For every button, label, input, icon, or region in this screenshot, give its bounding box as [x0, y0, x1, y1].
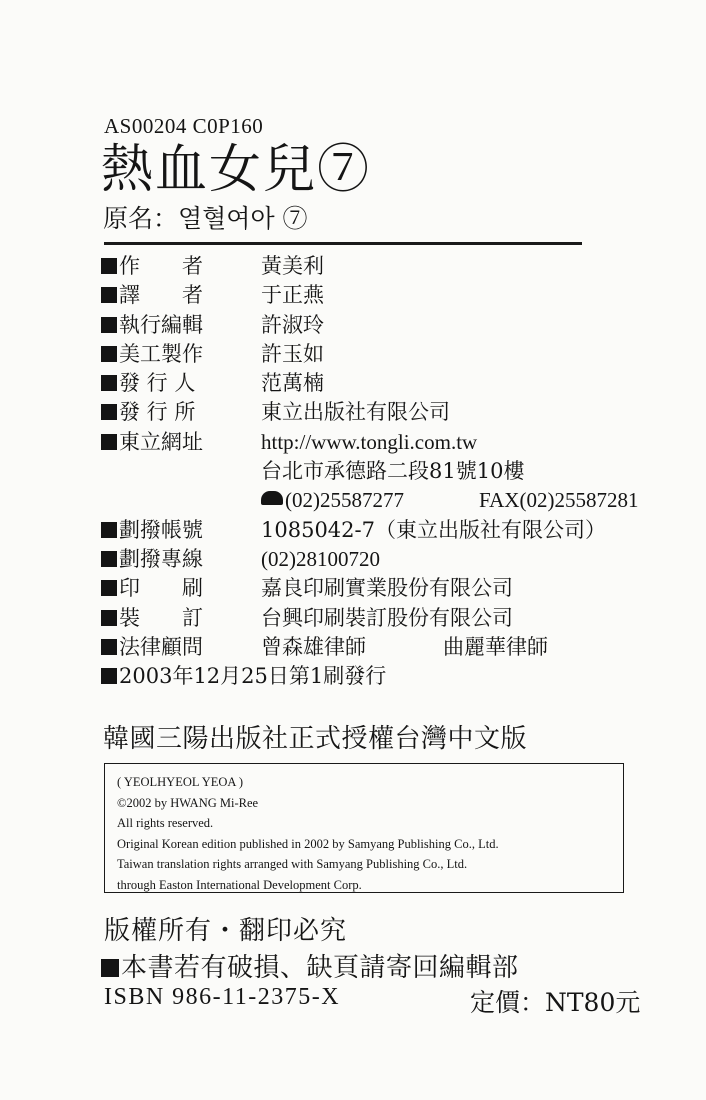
credit-label: 作 者	[119, 254, 203, 278]
damage-notice-row	[101, 947, 519, 984]
credit-row-author	[101, 252, 691, 281]
credit-row-legal	[101, 633, 691, 662]
bullet-square	[101, 551, 117, 567]
product-code: AS00204 C0P160	[104, 114, 264, 138]
credit-row-giro-line	[101, 545, 691, 574]
print-date: 2003年12月25日第1刷發行	[119, 664, 387, 689]
credit-label: 劃撥專線	[119, 546, 203, 571]
bullet-square	[101, 959, 119, 977]
phone-fax-row	[101, 486, 691, 515]
bullet-square	[101, 580, 117, 596]
credit-label: 發 行 人	[119, 371, 196, 396]
bullet-square	[101, 522, 117, 538]
bullet-square	[101, 258, 117, 274]
credit-row-translator	[101, 281, 691, 310]
copyright-line: ©2002 by HWANG Mi-Ree	[117, 795, 259, 810]
credit-label: 譯 者	[119, 283, 203, 308]
isbn: ISBN 986-11-2375-X	[104, 984, 341, 1010]
copyright-line: Original Korean edition published in 2002 by Samyang Publishing Co., Ltd.	[117, 836, 499, 851]
fax-number: FAX(02)25587281	[479, 488, 639, 513]
credit-value: 范萬楠	[261, 371, 324, 396]
print-date-row	[101, 662, 691, 691]
credit-row-giro-account	[101, 516, 691, 545]
rights-notice: 版權所有・翻印必究	[104, 916, 348, 946]
credit-row-publisher	[101, 369, 691, 398]
legal-counsel-1: 曾森雄律師	[261, 634, 366, 659]
credit-value: 嘉良印刷實業股份有限公司	[261, 576, 513, 601]
bullet-square	[101, 346, 117, 362]
credit-value: (02)28100720	[261, 546, 380, 571]
bullet-square	[101, 287, 117, 303]
credits-list	[101, 252, 691, 691]
bullet-square	[101, 404, 117, 420]
copyright-line: All rights reserved.	[117, 816, 214, 830]
credit-row-website	[101, 428, 691, 457]
credit-value: 黃美利	[261, 254, 324, 278]
credit-value: 于正燕	[261, 283, 324, 308]
credit-row-binding	[101, 604, 691, 633]
bullet-square	[101, 434, 117, 450]
credit-label: 裝 訂	[119, 605, 203, 630]
credit-row-art	[101, 340, 691, 369]
price: 定價：NT80元	[470, 988, 641, 1017]
credit-row-editor	[101, 311, 691, 340]
credit-label: 東立網址	[119, 429, 203, 454]
legal-counsel-2: 曲麗華律師	[443, 634, 548, 659]
credit-label: 劃撥帳號	[119, 517, 203, 542]
telephone-icon	[261, 491, 283, 505]
original-title: 原名：열혈여아 ⑦	[103, 204, 308, 233]
copyright-line: ( YEOLHYEOL YEOA )	[117, 775, 244, 789]
credit-row-printing	[101, 574, 691, 603]
credit-value: 1085042-7（東立出版社有限公司）	[261, 517, 606, 542]
book-title: 熱血女兒⑦	[101, 140, 372, 200]
copyright-line: Taiwan translation rights arranged with Samyang Publishing Co., Ltd.	[117, 857, 468, 871]
bullet-square	[101, 317, 117, 333]
credit-label: 發 行 所	[119, 400, 196, 425]
damage-notice: 本書若有破損、缺頁請寄回編輯部	[121, 953, 519, 983]
credit-value: 台興印刷裝訂股份有限公司	[261, 605, 513, 630]
bullet-square	[101, 375, 117, 391]
credit-label: 美工製作	[119, 341, 203, 366]
address-row	[101, 457, 691, 486]
bullet-square	[101, 668, 117, 684]
website-url[interactable]: http://www.tongli.com.tw	[261, 429, 478, 454]
credit-value: 東立出版社有限公司	[261, 400, 450, 425]
bullet-square	[101, 610, 117, 626]
copyright-line: through Easton International Development Corp.	[117, 877, 362, 892]
credit-label: 法律顧問	[119, 634, 203, 659]
credit-value: 許玉如	[261, 341, 324, 366]
bullet-square	[101, 639, 117, 655]
copyright-box	[104, 763, 624, 893]
credit-value: 許淑玲	[261, 312, 324, 337]
address: 台北市承德路二段81號10樓	[261, 459, 525, 484]
license-statement: 韓國三陽出版社正式授權台灣中文版	[103, 724, 528, 754]
credit-row-publishing-house	[101, 398, 691, 427]
title-divider	[104, 242, 582, 245]
credit-label: 執行編輯	[119, 312, 203, 337]
phone-number: (02)25587277	[285, 488, 404, 513]
credit-label: 印 刷	[119, 576, 203, 601]
